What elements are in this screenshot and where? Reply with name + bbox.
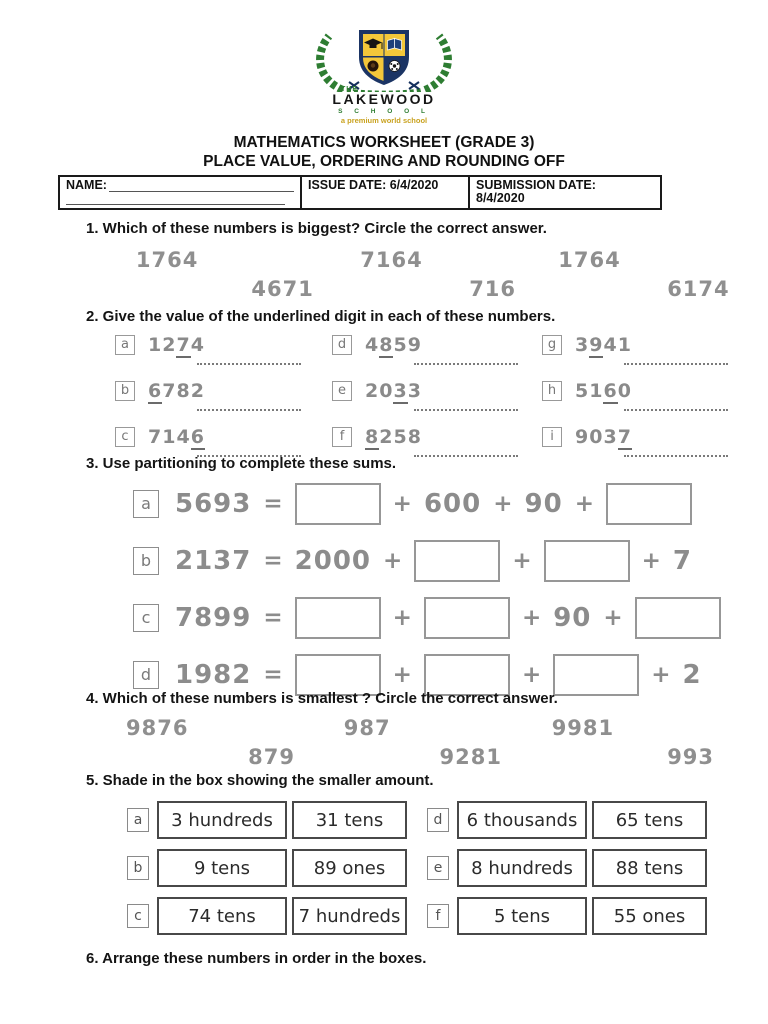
title-line2: PLACE VALUE, ORDERING AND ROUNDING OFF — [203, 153, 565, 170]
q2-item — [115, 334, 332, 374]
q2-digit: 3 — [575, 334, 590, 356]
q4-number: 9876 — [126, 716, 189, 740]
q5-group-e — [427, 849, 707, 887]
q3-operator: + — [392, 605, 412, 631]
q2-digit: 4 — [603, 334, 618, 356]
q5-row — [127, 896, 707, 936]
q5-row — [127, 800, 707, 840]
q2-digit: 9 — [407, 334, 422, 356]
q2-item — [332, 380, 542, 420]
q2-item — [115, 380, 332, 420]
question-2-items — [115, 334, 727, 472]
q3-operator: + — [641, 548, 661, 574]
q2-digit: 0 — [589, 426, 604, 448]
q2-underlined-digit: 8 — [379, 334, 394, 356]
logo-name: LAKEWOOD — [332, 91, 436, 107]
q3-row — [133, 594, 721, 642]
q3-number: 90 — [524, 489, 563, 519]
q2-digit: 2 — [190, 380, 205, 402]
q2-underlined-digit: 9 — [589, 334, 604, 356]
q3-row — [133, 537, 721, 585]
q4-row2 — [60, 745, 720, 771]
q2-digit: 2 — [365, 380, 380, 402]
q4-number: 9281 — [439, 745, 502, 769]
q3-operator: + — [521, 605, 542, 631]
q2-underlined-digit: 6 — [603, 380, 618, 402]
q3-number: 5693 — [175, 489, 252, 519]
q2-letter-box: c — [115, 427, 135, 447]
q5-amount-box: 89 ones — [292, 849, 407, 887]
question-5-boxes — [127, 800, 707, 944]
q1-number: 1764 — [558, 248, 621, 272]
q2-number — [365, 380, 422, 402]
q2-letter-box: a — [115, 335, 135, 355]
q1-number: 1764 — [135, 248, 199, 272]
q3-operator: = — [263, 605, 283, 631]
q2-underlined-digit: 7 — [617, 426, 632, 448]
q1-number: 716 — [469, 277, 517, 301]
question-4-numbers — [60, 716, 720, 772]
q4-number: 993 — [667, 745, 715, 769]
q2-item — [542, 380, 727, 420]
q2-answer-line — [197, 362, 301, 365]
q2-number — [365, 426, 422, 448]
q5-amount-box: 55 ones — [592, 897, 707, 935]
q2-item — [542, 334, 727, 374]
q3-answer-box — [635, 597, 721, 639]
q3-answer-box — [553, 654, 639, 696]
q3-number: 2137 — [175, 546, 252, 576]
q5-amount-box: 6 thousands — [457, 801, 587, 839]
worksheet-title — [0, 133, 768, 171]
submission-date-value: 8/4/2020 — [476, 191, 525, 205]
q3-number: 7899 — [175, 603, 252, 633]
q2-answer-line — [624, 408, 728, 411]
question-3-sums — [133, 480, 721, 708]
q2-number — [575, 380, 632, 402]
q2-digit: 9 — [575, 426, 590, 448]
q3-operator: + — [603, 605, 623, 631]
q3-number: 600 — [423, 489, 482, 519]
q5-amount-box: 7 hundreds — [292, 897, 407, 935]
q3-answer-box — [414, 540, 500, 582]
q2-digit: 8 — [407, 426, 422, 448]
q2-digit: 2 — [379, 426, 394, 448]
q2-underlined-digit: 7 — [176, 334, 191, 356]
laurel-right-icon — [425, 36, 448, 90]
info-table — [58, 175, 662, 210]
q1-number: 4671 — [251, 277, 314, 301]
q5-group-f — [427, 897, 707, 935]
q4-number: 987 — [343, 716, 391, 740]
q2-answer-line — [197, 408, 301, 411]
logo-the: THE — [341, 86, 358, 93]
q1-number: 6174 — [667, 277, 730, 301]
q3-operator: = — [263, 662, 283, 688]
q3-answer-box — [424, 597, 510, 639]
q3-operator: + — [651, 662, 671, 688]
q3-row — [133, 480, 721, 528]
title-line1: MATHEMATICS WORKSHEET (GRADE 3) — [233, 134, 535, 151]
q3-operator: + — [574, 491, 594, 517]
q2-item — [542, 426, 727, 466]
q2-digit: 1 — [148, 334, 163, 356]
q5-amount-box: 88 tens — [592, 849, 707, 887]
q4-row1 — [60, 716, 720, 742]
q1-row2 — [60, 277, 730, 303]
q2-item — [332, 334, 542, 374]
q5-group-b — [127, 849, 407, 887]
name-blank-line2 — [66, 192, 285, 205]
q2-number — [365, 334, 422, 356]
q5-letter-box: a — [127, 808, 149, 832]
q2-digit: 0 — [379, 380, 394, 402]
question-1-heading: 1. Which of these numbers is biggest? Circle the correct answer. — [86, 220, 547, 237]
q3-number: 2 — [682, 660, 702, 690]
q4-number: 9981 — [551, 716, 615, 740]
q2-digit: 2 — [162, 334, 177, 356]
q2-number — [148, 380, 205, 402]
question-2-heading: 2. Give the value of the underlined digit in each of these numbers. — [86, 308, 556, 325]
q1-row1 — [60, 248, 720, 274]
q2-letter-box: f — [332, 427, 352, 447]
laurel-left-icon — [320, 36, 343, 90]
q3-letter-box: b — [133, 547, 159, 575]
q3-letter-box: d — [133, 661, 159, 689]
q3-operator: + — [521, 662, 542, 688]
q1-number: 7164 — [360, 248, 423, 272]
q2-letter-box: d — [332, 335, 352, 355]
q2-letter-box: h — [542, 381, 562, 401]
q2-digit: 4 — [176, 426, 191, 448]
q5-letter-box: c — [127, 904, 149, 928]
q5-group-d — [427, 801, 707, 839]
q3-number: 7 — [672, 546, 692, 576]
q3-letter-box: c — [133, 604, 159, 632]
q5-amount-box: 9 tens — [157, 849, 287, 887]
q5-letter-box: b — [127, 856, 149, 880]
q2-answer-line — [414, 362, 518, 365]
q3-operator: + — [512, 548, 532, 574]
q5-letter-box: d — [427, 808, 449, 832]
q2-underlined-digit: 6 — [148, 380, 163, 402]
q4-number: 879 — [248, 745, 295, 769]
q3-operator: = — [263, 548, 283, 574]
q3-operator: + — [383, 548, 403, 574]
logo-tagline: a premium world school — [340, 116, 428, 125]
question-6-heading: 6. Arrange these numbers in order in the boxes. — [86, 950, 427, 967]
q2-answer-line — [624, 454, 728, 457]
q2-number — [148, 426, 205, 448]
q5-amount-box: 8 hundreds — [457, 849, 587, 887]
q2-letter-box: i — [542, 427, 562, 447]
q2-digit: 1 — [162, 426, 177, 448]
q3-number: 90 — [553, 603, 592, 633]
q2-digit: 3 — [407, 380, 422, 402]
q3-operator: + — [392, 491, 412, 517]
q3-operator: = — [263, 491, 283, 517]
q2-digit: 1 — [617, 334, 632, 356]
submission-date-cell — [468, 177, 660, 208]
q5-letter-box: e — [427, 856, 449, 880]
q2-number — [575, 334, 632, 356]
q2-digit: 7 — [148, 426, 163, 448]
q3-operator: + — [392, 662, 412, 688]
q5-group-a — [127, 801, 407, 839]
q2-digit: 5 — [575, 380, 590, 402]
q5-amount-box: 3 hundreds — [157, 801, 287, 839]
q2-digit: 1 — [589, 380, 604, 402]
q3-letter-box: a — [133, 490, 159, 518]
name-blank-line — [109, 180, 294, 192]
q2-digit: 3 — [603, 426, 618, 448]
q5-amount-box: 65 tens — [592, 801, 707, 839]
q3-number: 1982 — [175, 660, 252, 690]
q2-answer-line — [414, 454, 518, 457]
q3-answer-box — [295, 483, 381, 525]
name-cell — [60, 177, 300, 208]
q2-digit: 4 — [190, 334, 205, 356]
q5-row — [127, 848, 707, 888]
q3-operator: + — [493, 491, 513, 517]
q5-group-c — [127, 897, 407, 935]
q2-number — [148, 334, 205, 356]
q5-amount-box: 31 tens — [292, 801, 407, 839]
issue-date-label: ISSUE DATE: 6/4/2020 — [308, 178, 439, 192]
q5-amount-box: 5 tens — [457, 897, 587, 935]
q2-digit: 8 — [176, 380, 191, 402]
q2-answer-line — [414, 408, 518, 411]
q5-amount-box: 74 tens — [157, 897, 287, 935]
q2-answer-line — [624, 362, 728, 365]
q2-digit: 5 — [393, 334, 408, 356]
question-1-numbers — [60, 248, 730, 304]
question-4-heading: 4. Which of these numbers is smallest ? Circle the correct answer. — [86, 690, 558, 707]
q3-number: 2000 — [294, 546, 372, 576]
q2-underlined-digit: 3 — [393, 380, 408, 402]
q3-answer-box — [544, 540, 630, 582]
q5-letter-box: f — [427, 904, 449, 928]
q2-letter-box: b — [115, 381, 135, 401]
q2-underlined-digit: 8 — [365, 426, 380, 448]
q3-answer-box — [295, 597, 381, 639]
q2-underlined-digit: 6 — [190, 426, 205, 448]
question-5-heading: 5. Shade in the box showing the smaller amount. — [86, 772, 434, 789]
q2-digit: 0 — [617, 380, 632, 402]
q2-letter-box: g — [542, 335, 562, 355]
logo-school: S C H O O L — [338, 108, 430, 115]
q2-letter-box: e — [332, 381, 352, 401]
name-label: NAME: — [66, 178, 107, 192]
school-logo — [289, 28, 479, 125]
q2-number — [575, 426, 632, 448]
question-3-heading: 3. Use partitioning to complete these sums. — [86, 455, 397, 472]
q2-digit: 7 — [162, 380, 177, 402]
submission-date-label: SUBMISSION DATE: — [476, 178, 596, 192]
q2-digit: 4 — [365, 334, 380, 356]
q2-digit: 5 — [393, 426, 408, 448]
issue-date-cell — [300, 177, 468, 208]
school-crest-icon — [299, 28, 469, 92]
q3-answer-box — [606, 483, 692, 525]
